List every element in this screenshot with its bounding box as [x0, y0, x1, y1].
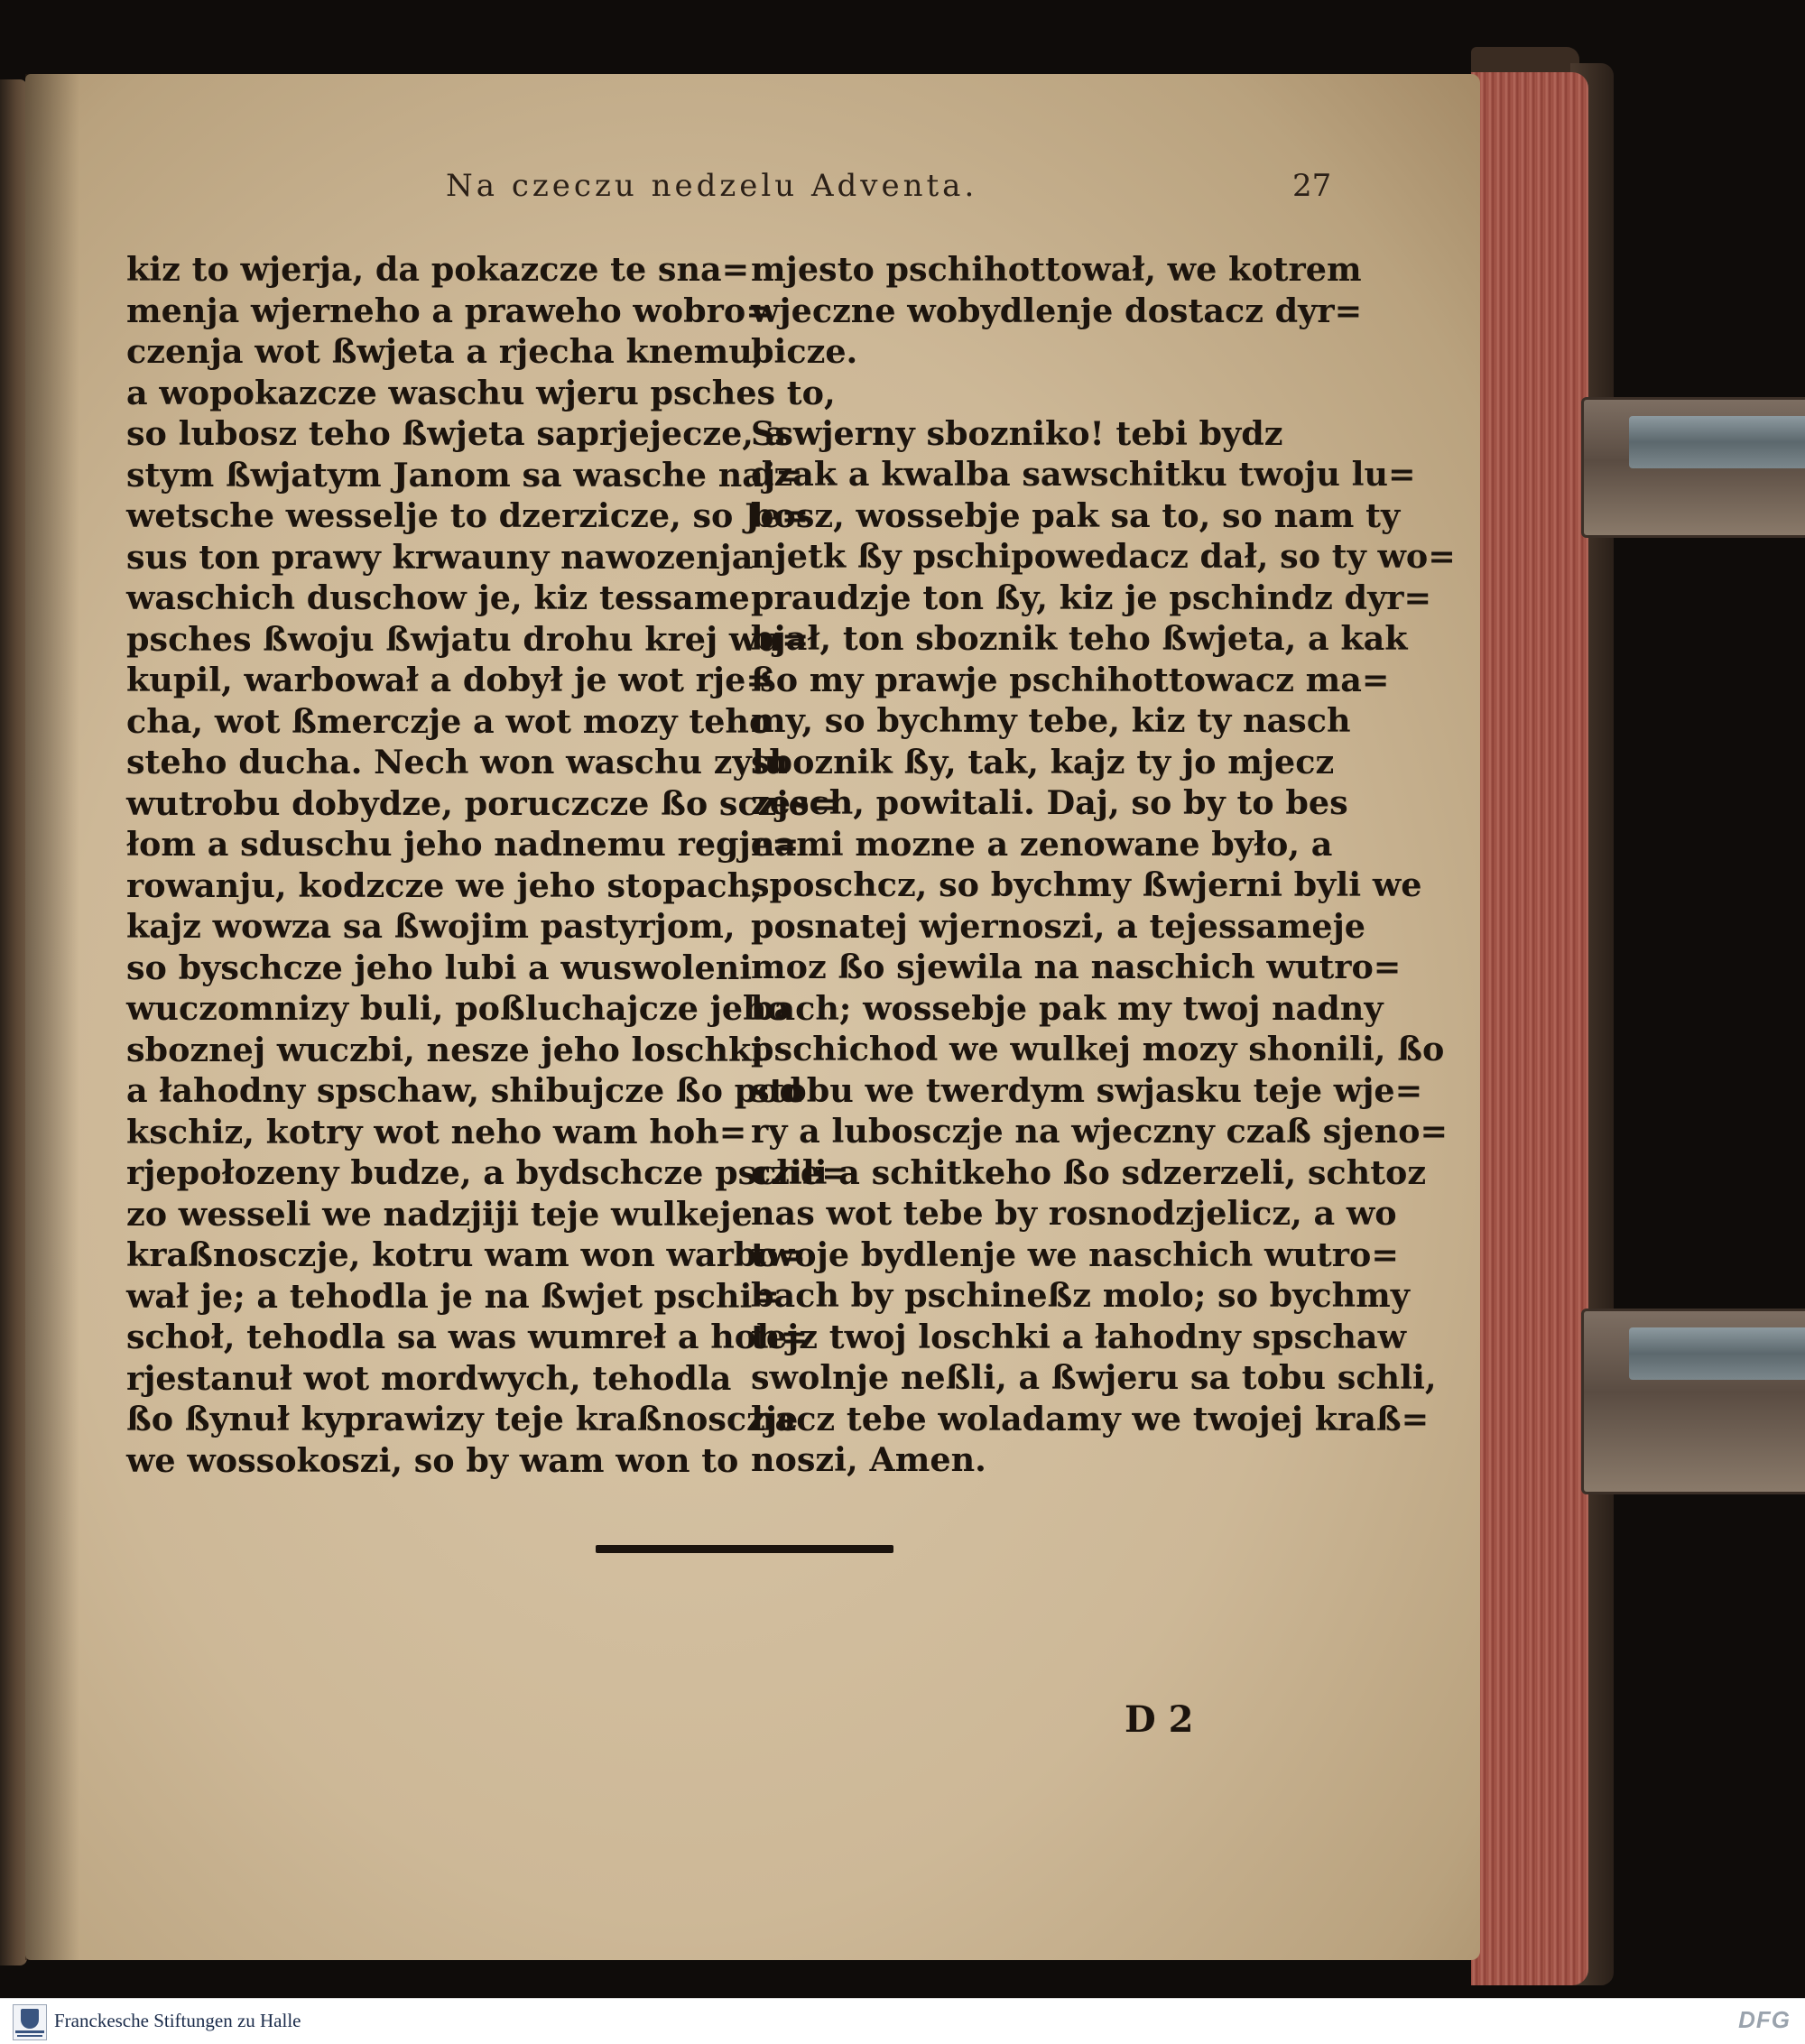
text-line: zesch, powitali. Daj, so by to bes — [751, 783, 1348, 822]
text-line: zo wesseli we nadzjiji teje wulkeje — [126, 1194, 753, 1234]
text-line: cha, wot ßmerczje a wot mozy teho — [126, 701, 772, 741]
book-clasp-upper — [1581, 397, 1805, 538]
text-line: łom a sduschu jeho nadnemu regje= — [126, 825, 800, 864]
text-line: Sswjerny sbozniko! tebi bydz — [751, 413, 1283, 453]
text-line: ßo ßynuł kyprawizy teje kraßnosczje — [126, 1400, 799, 1438]
text-line: mjesto pschihottował, we kotrem — [751, 250, 1362, 289]
text-line: kupil, warbował a dobył je wot rje= — [126, 661, 773, 699]
text-line: bicze. — [751, 332, 858, 371]
text-line: sboznik ßy, tak, kajz ty jo mjecz — [751, 742, 1335, 782]
text-line: menja wjerneho a praweho wobro= — [126, 291, 773, 330]
running-head: Na czeczu nedzelu Adventa. — [446, 168, 978, 204]
text-line: rowanju, kodzcze we jeho stopach, — [126, 865, 763, 905]
page-number: 27 — [1292, 168, 1332, 204]
text-line: kiz to wjerja, da pokazcze te sna= — [126, 250, 750, 289]
previous-page-edge — [0, 79, 27, 1965]
text-line: waschich duschow je, kiz tessame — [126, 578, 750, 617]
text-line: my, so bychmy tebe, kiz ty nasch — [751, 701, 1351, 740]
text-line: tejz twoj loschki a łahodny spschaw — [751, 1317, 1407, 1356]
text-line: sboznej wuczbi, nesze jeho loschki — [126, 1030, 764, 1069]
text-line: sposchcz, so bychmy ßwjerni byli we — [751, 865, 1422, 904]
text-line: rjepołozeny budze, a bydschcze psche= — [126, 1153, 849, 1192]
signature-mark: D 2 — [1125, 1698, 1194, 1741]
text-line: posnatej wjernoszi, a tejessameje — [751, 906, 1366, 946]
text-line: psches ßwoju ßwjatu drohu krej wu= — [126, 619, 810, 659]
text-line: ßo my prawje pschihottowacz ma= — [751, 660, 1390, 699]
gutter-shadow — [25, 74, 79, 1960]
text-line: stym ßwjatym Janom sa wasche naj= — [126, 455, 803, 495]
text-line: kraßnosczje, kotru wam won warbo= — [126, 1235, 807, 1274]
section-divider-rule — [596, 1545, 893, 1553]
text-line: so lubosz teho ßwjeta saprjejecze, a — [126, 414, 787, 453]
paragraph-prayer — [751, 413, 1456, 1481]
text-line: bjał, ton sboznik teho ßwjeta, a kak — [751, 619, 1408, 658]
text-line: wał je; a tehodla je na ßwjet pschi= — [126, 1276, 780, 1316]
viewer-footer — [0, 1998, 1805, 2044]
paragraph-closing — [751, 249, 1363, 373]
text-line: dzak a kwalba sawschitku twoju lu= — [751, 455, 1416, 494]
book-clasp-lower — [1581, 1309, 1805, 1494]
text-line: wjeczne wobydlenje dostacz dyr= — [751, 291, 1363, 330]
text-line: nas wot tebe by rosnodzjelicz, a wo — [751, 1194, 1397, 1233]
text-line: schoł, tehodla sa was wumreł a hoh= — [126, 1318, 809, 1356]
text-line: moz ßo sjewila na naschich wutro= — [751, 948, 1402, 986]
text-line: bach; wossebje pak my twoj nadny — [751, 988, 1384, 1028]
text-line: bosz, wossebje pak sa to, so nam ty — [751, 495, 1401, 535]
text-line: pschichod we wulkej mozy shonili, ßo — [751, 1030, 1445, 1068]
page-fore-edge — [1471, 72, 1588, 1985]
right-text-column — [751, 249, 1456, 1481]
text-line: rjestanuł wot mordwych, tehodla — [126, 1358, 732, 1398]
dfg-logo: DFG — [1738, 2006, 1791, 2033]
text-line: wuczomnizy buli, poßluchajcze jeho — [126, 989, 789, 1028]
text-line: czenja wot ßwjeta a rjecha knemu, — [126, 332, 764, 371]
text-line: praudzje ton ßy, kiz je pschindz dyr= — [751, 578, 1432, 617]
text-line: wetsche wesselje to dzerzicze, so Je= — [126, 496, 810, 535]
text-line: stobu we twerdym swjasku teje wje= — [751, 1070, 1423, 1110]
text-line: a wopokazcze waschu wjeru psches to, — [126, 373, 836, 412]
text-line: nami mozne a zenowane było, a — [751, 824, 1333, 864]
text-line: we wossokoszi, so by wam won to — [126, 1440, 739, 1480]
text-line: steho ducha. Nech won waschu zylu — [126, 743, 789, 782]
text-line: njetk ßy pschipowedacz dał, so ty wo= — [751, 537, 1456, 576]
text-line: wutrobu dobydze, poruczcze ßo sczje= — [126, 783, 838, 823]
text-line: twoje bydlenje we naschich wutro= — [751, 1235, 1399, 1274]
institution-logo-icon — [13, 2004, 47, 2040]
text-line: hacz tebe woladamy we twojej kraß= — [751, 1399, 1430, 1438]
text-line: czili a schitkeho ßo sdzerzeli, schtoz — [751, 1152, 1427, 1192]
text-line: noszi, Amen. — [751, 1440, 986, 1479]
text-line: a łahodny spschaw, shibujcze ßo pod — [126, 1071, 803, 1110]
text-line: sus ton prawy krwauny nawozenja — [126, 537, 754, 577]
institution-name: Franckesche Stiftungen zu Halle — [54, 2010, 301, 2031]
text-line: swolnje neßli, a ßwjeru sa tobu schli, — [751, 1358, 1437, 1397]
text-line: so byschcze jeho lubi a wuswoleni — [126, 948, 753, 987]
text-line: kschiz, kotry wot neho wam hoh= — [126, 1112, 747, 1151]
text-line: bach by pschineßz molo; so bychmy — [751, 1276, 1410, 1315]
text-line: ry a lubosczje na wjeczny czaß sjeno= — [751, 1112, 1449, 1151]
text-line: kajz wowza sa ßwojim pastyrjom, — [126, 907, 736, 946]
